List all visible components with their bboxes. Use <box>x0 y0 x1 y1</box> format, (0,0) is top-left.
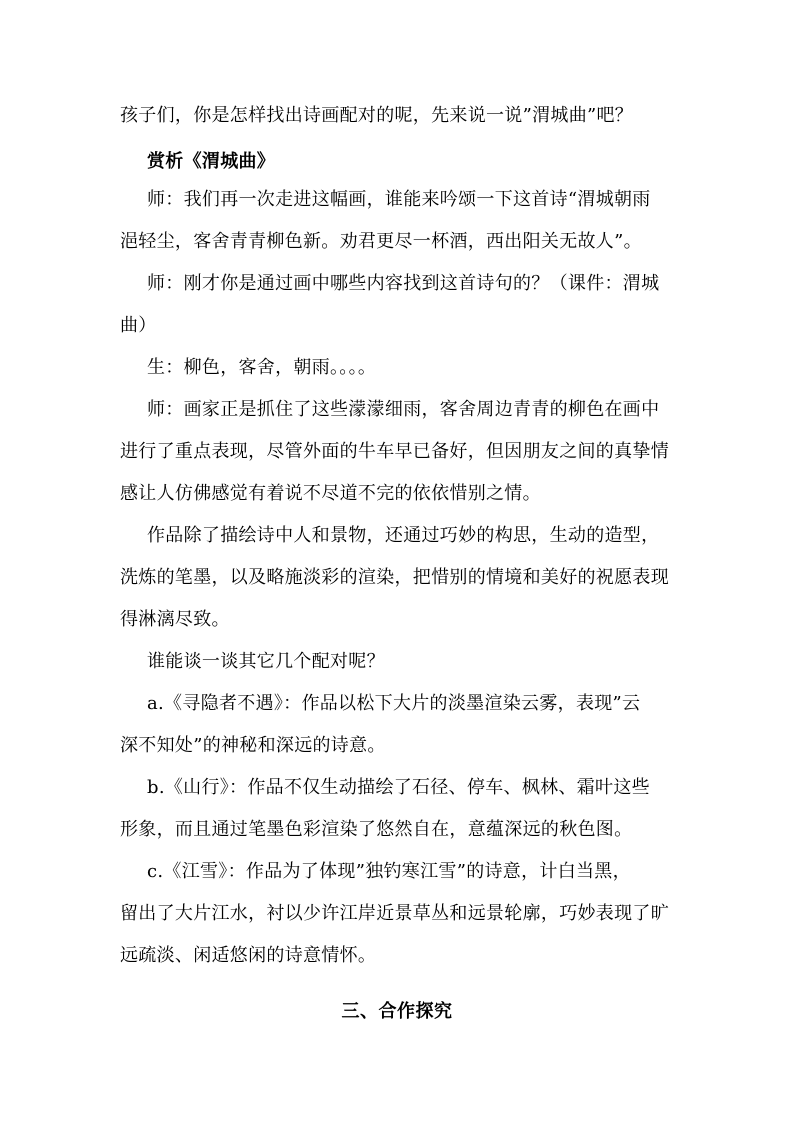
paragraph-line: 谁能谈一谈其它几个配对呢？ <box>147 651 385 672</box>
paragraph-line: 生：柳色，客舍，朝雨。。。。 <box>147 357 377 378</box>
paragraph-line: 师：画家正是抓住了这些濛濛细雨，客舍周边青青的柳色在画中 <box>147 399 660 420</box>
list-item-a-continued: 深不知处”的神秘和深远的诗意。 <box>120 735 386 756</box>
paragraph-line: 浥轻尘，客舍青青柳色新。劝君更尽一杯酒，西出阳关无故人”。 <box>120 231 642 252</box>
list-item-b-continued: 形象，而且通过笔墨色彩渲染了悠然自在，意蕴深远的秋色图。 <box>120 819 633 840</box>
paragraph-line: 曲） <box>120 315 157 336</box>
paragraph-line: 感让人仿佛感觉有着说不尽道不完的依依惜别之情。 <box>120 483 541 504</box>
paragraph-line: 孩子们，你是怎样找出诗画配对的呢，先来说一说”渭城曲”吧？ <box>120 105 634 126</box>
paragraph-line: 洗炼的笔墨，以及略施淡彩的渲染，把惜别的情境和美好的祝愿表现 <box>120 567 669 588</box>
paragraph-line: 得淋漓尽致。 <box>120 609 230 630</box>
subheading-appreciation: 赏析《渭城曲》 <box>147 151 276 172</box>
list-item-c-continued: 远疏淡、闲适悠闲的诗意情怀。 <box>120 945 377 966</box>
list-item-b: b.《山行》：作品不仅生动描绘了石径、停车、枫林、霜叶这些 <box>147 777 650 798</box>
section-heading: 三、合作探究 <box>341 1001 453 1022</box>
paragraph-line: 师：我们再一次走进这幅画，谁能来吟颂一下这首诗“渭城朝雨 <box>147 189 651 210</box>
paragraph-line: 进行了重点表现，尽管外面的牛车早已备好，但因朋友之间的真挚情 <box>120 441 669 462</box>
list-item-c-continued: 留出了大片江水，衬以少许江岸近景草丛和远景轮廓，巧妙表现了旷 <box>120 903 669 924</box>
list-item-c: c.《江雪》：作品为了体现”独钓寒江雪”的诗意，计白当黑， <box>147 861 631 882</box>
paragraph-line: 师：刚才你是通过画中哪些内容找到这首诗句的？（课件：渭城 <box>147 273 660 294</box>
list-item-a: a.《寻隐者不遇》：作品以松下大片的淡墨渲染云雾，表现”云 <box>147 693 641 714</box>
paragraph-line: 作品除了描绘诗中人和景物，还通过巧妙的构思，生动的造型， <box>147 525 660 546</box>
